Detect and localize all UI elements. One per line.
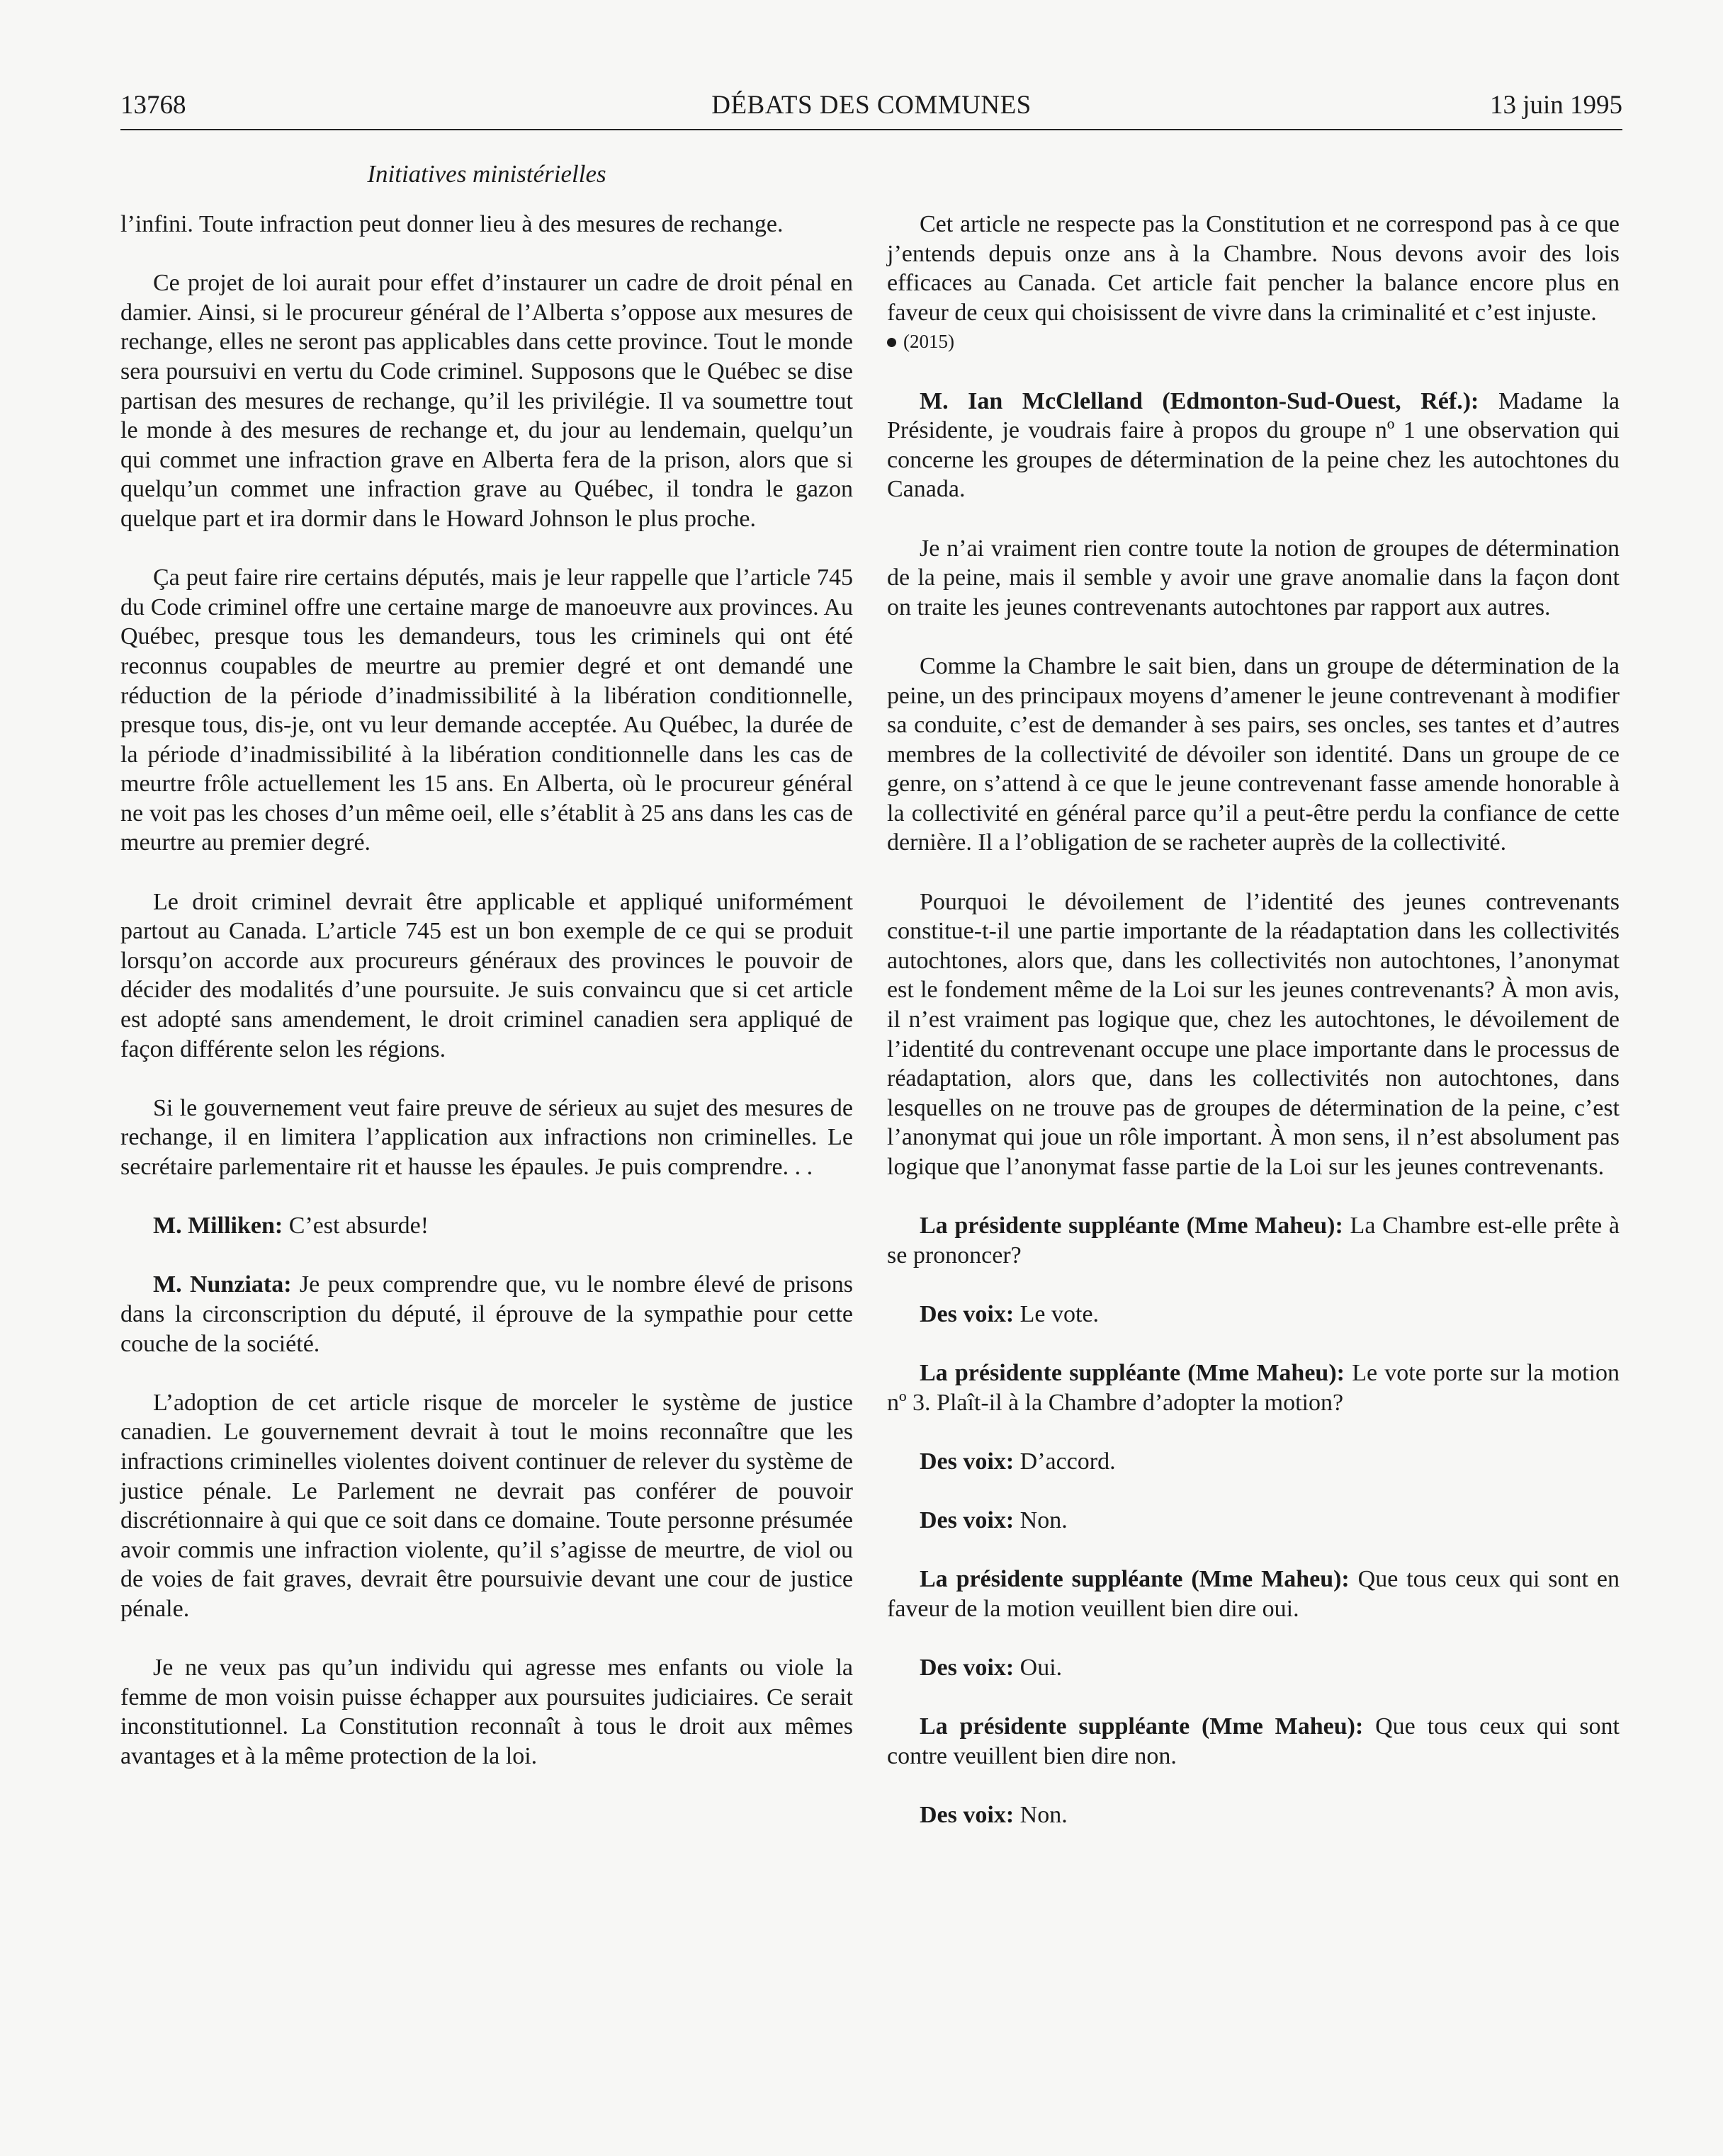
speech-paragraph [120,1270,853,1358]
body-paragraph [120,268,853,533]
right-column [887,210,1620,1830]
speech-paragraph [887,1447,1620,1477]
speech-paragraph [887,1653,1620,1683]
paragraph-text: C’est absurde! [288,1213,429,1239]
body-paragraph [120,1653,853,1771]
paragraph-text: L’adoption de cet article risque de morceler le système de justice canadien. Le gouvernement devrait à tout le moins reconnaître que les infractions criminelles violentes doivent continuer de relever du système de justice pénale. Le Parlement ne devrait pas conférer de pouvoir discrétionnaire à qui que ce soit dans ce domaine. Toute personne présumée avoir commis une infraction violente, qu’il s’agisse de meurtre, de viol ou de voies de fait graves, devrait être poursuivie devant une cour de justice pénale. [120,1389,853,1622]
speech-paragraph [887,1712,1620,1771]
paragraph-text: La Chambre est-elle prête à se prononcer? [887,1213,1620,1269]
right-column-after-marker [887,387,1620,1830]
body-paragraph [120,1094,853,1182]
paragraph-text: Je ne veux pas qu’un individu qui agresse mes enfants ou viole la femme de mon voisin puisse échapper aux poursuites judiciaires. Ce serait inconstitutionnel. La Constitution reconnaît à tous le droit aux mêmes avantages et à la même protection de la loi. [120,1655,853,1769]
speaker-name: La présidente suppléante (Mme Maheu): [920,1213,1343,1239]
paragraph-text: Pourquoi le dévoilement de l’identité des jeunes contrevenants constitue-t-il une partie importante de la réadaptation dans les collectivités autochtones, alors que, dans les collectivités non autochtones, l’anonymat est le fondement même de la Loi sur les jeunes contrevenants? À mon avis, il n’est vraiment pas logique que, chez les autochtones, le dévoilement de l’identité du contrevenant occupe une place importante dans le processus de réadaptation, alors que, dans les collectivités non autochtones, dans lesquelles on ne trouve pas de groupes de détermination de la peine, c’est l’anonymat qui joue un rôle important. À mon sens, il n’est absolument pas logique que l’anonymat fasse partie de la Loi sur les jeunes contrevenants. [887,888,1620,1180]
bullet-icon [887,338,896,347]
speaker-name: Des voix: [920,1448,1015,1475]
paragraph-text: Je peux comprendre que, vu le nombre élevé de prisons dans la circonscription du député, il éprouve de la sympathie pour cette couche de la société. [120,1271,853,1357]
body-paragraph [120,887,853,1065]
speech-paragraph [120,1211,853,1241]
speech-paragraph [887,1506,1620,1536]
body-paragraph [120,210,853,239]
body-paragraph [887,210,1620,327]
speech-paragraph [887,387,1620,504]
speaker-name: Des voix: [920,1300,1015,1327]
speaker-name: M. Nunziata: [153,1271,292,1298]
body-paragraph [120,1388,853,1624]
header-rule [120,129,1622,130]
speech-paragraph [887,1211,1620,1270]
paragraph-text: Si le gouvernement veut faire preuve de sérieux au sujet des mesures de rechange, il en limitera l’application aux infractions non criminelles. Le secrétaire parlementaire rit et hausse les épaules. Je puis comprendre. . . [120,1094,853,1180]
paragraph-text: Le vote. [1019,1300,1100,1327]
right-column-before-marker [887,210,1620,327]
section-label: Initiatives ministérielles [367,160,606,188]
paragraph-text: Le vote porte sur la motion nº 3. Plaît-il à la Chambre d’adopter la motion? [887,1360,1620,1416]
paragraph-text: Non. [1019,1802,1068,1829]
speaker-name: La présidente suppléante (Mme Maheu): [920,1713,1364,1740]
paragraph-text: Ce projet de loi aurait pour effet d’instaurer un cadre de droit pénal en damier. Ainsi, si le procureur général de l’Alberta s’oppose aux mesures de rechange, elles ne seront pas applicables dans cette province. Tout le monde sera poursuivi en vertu du Code criminel. Supposons que le Québec se dise partisan des mesures de rechange, qu’il les privilégie. Il va soumettre tout le monde à des mesures de rechange et, du jour au lendemain, quelqu’un qui commet une infraction grave en Alberta fera de la prison, alors que si quelqu’un commet une infraction grave au Québec, il tondra le gazon quelque part et ira dormir dans le Howard Johnson le plus proche. [120,270,853,532]
paragraph-text: Je n’ai vraiment rien contre toute la notion de groupes de détermination de la peine, mais il semble y avoir une grave anomalie dans la façon dont on traite les jeunes contrevenants autochtones par rapport aux autres. [887,535,1620,620]
speech-paragraph [887,1565,1620,1623]
publication-date: 13 juin 1995 [1489,91,1622,120]
left-column [120,210,853,1771]
speech-paragraph [887,1800,1620,1830]
speaker-name: Des voix: [920,1802,1015,1829]
paragraph-text: Non. [1019,1507,1068,1534]
paragraph-text: Oui. [1019,1655,1063,1681]
paragraph-text: Cet article ne respecte pas la Constitution et ne correspond pas à ce que j’entends depuis onze ans à la Chambre. Nous devons avoir des lois efficaces au Canada. Cet article fait pencher la balance encore plus en faveur de ceux qui choisissent de vivre dans la criminalité et c’est injuste. [887,211,1620,326]
paragraph-text: Que tous ceux qui sont en faveur de la motion veuillent bien dire oui. [887,1566,1620,1622]
paragraph-text: Que tous ceux qui sont contre veuillent bien dire non. [887,1713,1620,1769]
body-paragraph [887,534,1620,623]
speech-paragraph [887,1300,1620,1329]
speaker-name: M. Ian McClelland (Edmonton-Sud-Ouest, Réf.): [920,387,1479,414]
body-paragraph [120,563,853,858]
speaker-name: Des voix: [920,1507,1015,1534]
speech-paragraph [887,1358,1620,1417]
speaker-name: Des voix: [920,1655,1015,1681]
speaker-name: M. Milliken: [153,1213,283,1239]
body-paragraph [887,887,1620,1182]
paragraph-text: l’infini. Toute infraction peut donner lieu à des mesures de rechange. [120,211,784,237]
time-marker-label: (2015) [903,331,954,353]
body-paragraph [887,652,1620,858]
page-number: 13768 [120,91,186,120]
time-marker [887,327,1620,357]
paragraph-text: Ça peut faire rire certains députés, mais je leur rappelle que l’article 745 du Code criminel offre une certaine marge de manoeuvre aux provinces. Au Québec, presque tous les demandeurs, tous les criminels qui ont été reconnus coupables de meurtre au premier degré et ont demandé une réduction de la période d’inadmissibilité à la libération conditionnelle, presque tous, dis-je, ont vu leur demande acceptée. Au Québec, la durée de la période d’inadmissibilité à la libération conditionnelle dans les cas de meurtre frôle actuellement les 15 ans. En Alberta, où le procureur général ne voit pas les choses d’un même oeil, elle s’établit à 25 ans dans les cas de meurtre au premier degré. [120,564,853,856]
paragraph-text: Madame la Présidente, je voudrais faire à propos du groupe nº 1 une observation qui concerne les groupes de détermination de la peine chez les autochtones du Canada. [887,387,1620,503]
publication-title: DÉBATS DES COMMUNES [711,91,1032,120]
paragraph-text: Le droit criminel devrait être applicable et appliqué uniformément partout au Canada. L’article 745 est un bon exemple de ce qui se produit lorsqu’on accorde aux procureurs généraux des provinces le pouvoir de décider des modalités d’une poursuite. Je suis convaincu que si cet article est adopté sans amendement, le droit criminel canadien sera appliqué de façon différente selon les régions. [120,888,853,1062]
paragraph-text: D’accord. [1019,1448,1116,1475]
paragraph-text: Comme la Chambre le sait bien, dans un groupe de détermination de la peine, un des principaux moyens d’amener le jeune contrevenant à modifier sa conduite, c’est de demander à ses pairs, ses oncles, ses tantes et d’autres membres de la collectivité de dévoiler son identité. Dans un groupe de ce genre, on s’attend à ce que le jeune contrevenant fasse amende honorable à la collectivité en général parce qu’il a peut-être perdu la confiance de cette dernière. Il a l’obligation de se racheter auprès de la collectivité. [887,652,1620,856]
speaker-name: La présidente suppléante (Mme Maheu): [920,1566,1350,1593]
speaker-name: La présidente suppléante (Mme Maheu): [920,1360,1345,1387]
running-header [120,88,1622,127]
